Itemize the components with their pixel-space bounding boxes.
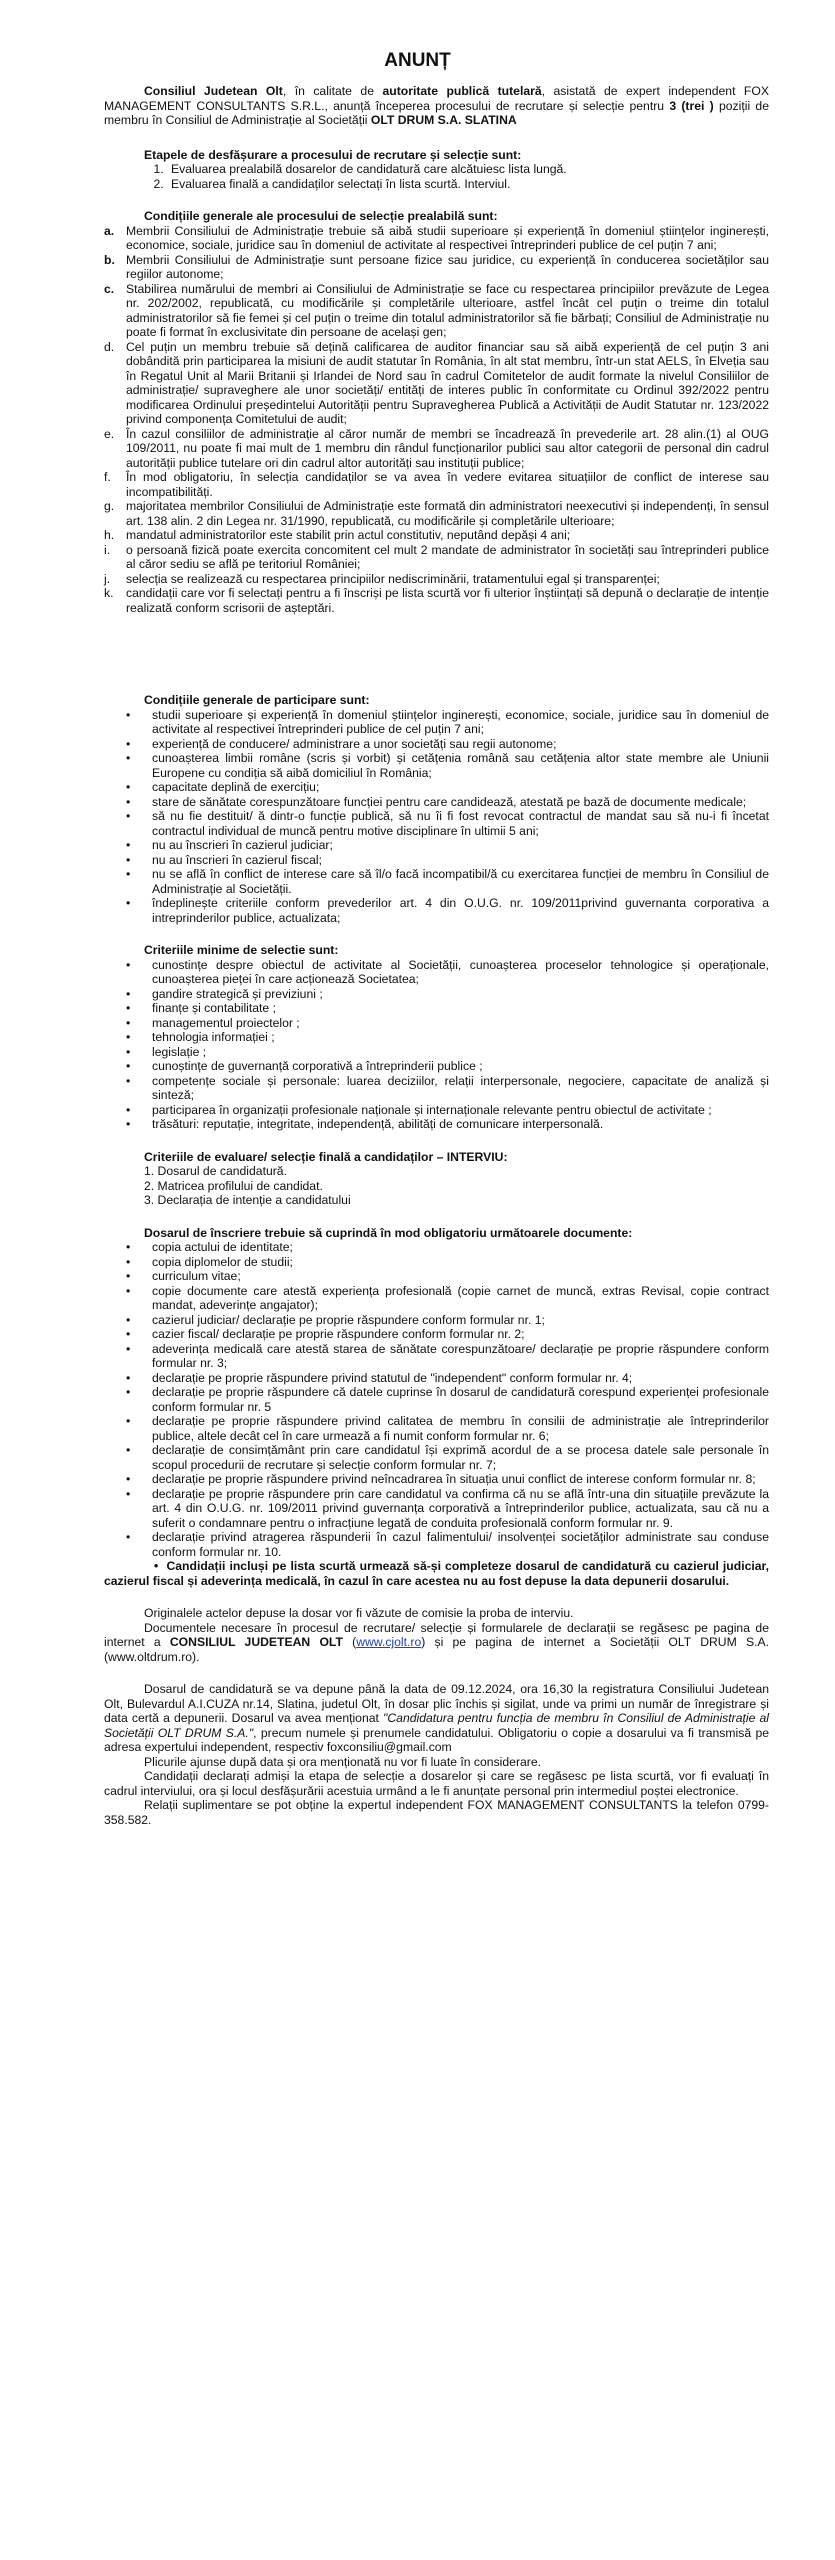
- conditie-text: o persoană fizică poate exercita concomitent cel mult 2 mandate de administrator în societăți sau întreprinderi publice al căror sediu se află pe teritoriul României;: [126, 542, 769, 571]
- announcement-document: [0, 50, 835, 1827]
- dosar-item: • declarație pe proprie răspundere privind calitatea de membru în consilii de administrație ale întreprinderilor publice, altele decât cel în care urmează a fi numit conform formular nr. 6;: [126, 1414, 769, 1443]
- conditie-text: mandatul administratorilor este stabilit prin actul constitutiv, neputând depăși 4 ani;: [126, 528, 571, 542]
- dosar-item: • copie documente care atestă experiența profesională (copie carnet de muncă, extras Revisal, copie contract mandat, adeverințe angajator);: [126, 1284, 769, 1313]
- conditie-participare-item: • studii superioare și experiență în domeniul științelor inginerești, economice, sociale, juridice sau în domeniul de activitate al respectivei întreprinderi publice de cel puțin 7 ani;: [126, 708, 769, 737]
- section-title-etape: Etapele de desfășurare a procesului de recrutare și selecție sunt:: [144, 147, 522, 162]
- final-paragraph-4: Plicurile ajunse după data și ora menționată nu vor fi luate în considerare.: [144, 1754, 542, 1769]
- final-paragraph-6: Relații suplimentare se pot obține la expertul independent FOX MANAGEMENT CONSULTANTS la telefon 0799-358.582.: [104, 1798, 769, 1827]
- criteriu-minim-item: • cunostințe despre obiectul de activitate al Societății, cunoașterea proceselor tehnologice și operaționale, cunoașterea pieței în care acționează Societatea;: [126, 958, 769, 987]
- conditie-participare-item: • experiență de conducere/ administrare a unor societăți sau regii autonome;: [126, 737, 769, 752]
- conditie-participare-item: • nu au înscrieri în cazierul judiciar;: [126, 838, 769, 853]
- conditie-selectie-item: [104, 340, 769, 427]
- conditie-text: În cazul consiliilor de administrație al căror număr de membri se încadrează în prevederile art. 28 alin.(1) al OUG 109/2011, nu poate fi mai mult de 1 membru din rândul funcționarilor publici sau altor categorii de personal din cadrul autorității publice tutelare ori din cadrul altor autorități sau instituții publice;: [126, 426, 769, 470]
- conditie-participare-item: • îndeplinește criteriile conform prevederilor art. 4 din O.U.G. nr. 109/2011privind guvernanta corporativa a intreprinderilor publice, actualizata;: [126, 896, 769, 925]
- dosar-list: [104, 1240, 769, 1559]
- etape-item: 2. Evaluarea finală a candidaților selectați în lista scurtă. Interviul.: [167, 177, 769, 192]
- dosar-item: • copia actului de identitate;: [126, 1240, 769, 1255]
- conditie-marker: k.: [104, 586, 114, 600]
- conditie-marker: g.: [104, 499, 115, 513]
- conditie-selectie-item: [104, 427, 769, 471]
- section-criterii-evaluare: [104, 1150, 769, 1208]
- conditie-selectie-item: [104, 224, 769, 253]
- final-paragraph-1: Originalele actelor depuse la dosar vor fi văzute de comisie la proba de interviu.: [144, 1606, 574, 1620]
- criterii-evaluare-list: [104, 1164, 769, 1208]
- conditie-text: Stabilirea numărului de membri ai Consiliului de Administrație se face cu respectarea principiilor prevăzute de Legea nr. 202/2002, republicată, cu modificările și completările ulterioare, astfel încât cel puțin o treime din totalul administratorilor să fie femei și cel puțin o treime din totalul administratorilor să fie bărbați; Consiliul de Administrație nu poate fi format în exclusivitate din persoane de același gen;: [126, 281, 769, 339]
- conditie-text: Membrii Consiliului de Administrație sunt persoane fizice sau juridice, cu experiență în conducerea societăților sau regiilor autonome;: [126, 252, 769, 281]
- conditie-marker: i.: [104, 542, 111, 557]
- dosar-item: • declarație pe proprie răspundere prin care candidatul va confirma că nu se află într-una din situațiile prevăzute la art. 4 din O.U.G. nr. 109/2011 privind guvernanța corporativă a întreprinderilor publice, actualizata, sau că nu a suferit o condamnare pentru o infracțiune legată de conduita profesională conform formular nr. 9.: [126, 1487, 769, 1531]
- etape-list: [144, 162, 769, 191]
- conditie-marker: j.: [104, 571, 111, 586]
- conditie-text: Membrii Consiliului de Administrație trebuie să aibă studii superioare și experiență în domeniul științelor inginerești, economice, sociale, juridice sau în domeniul de activitate al respectivei întreprinderi publice de cel puțin 7 ani;: [126, 223, 769, 252]
- section-etape: [104, 148, 769, 192]
- criteriu-evaluare-item: 2. Matricea profilului de candidat.: [144, 1178, 323, 1193]
- dosar-item: • declarație privind atragerea răspunderii în cazul falimentului/ insolvenței societăților administrate sau conduse conform formular nr. 10.: [126, 1530, 769, 1559]
- section-title-conditii-selectie: Condițiile generale ale procesului de selecție prealabilă sunt:: [144, 209, 498, 223]
- dosar-item: • curriculum vitae;: [126, 1269, 769, 1284]
- cjolt-link[interactable]: www.cjolt.ro: [356, 1635, 422, 1649]
- conditie-participare-item: • capacitate deplină de exercițiu;: [126, 780, 769, 795]
- section-title-criterii-minime: Criteriile minime de selectie sunt:: [144, 943, 339, 957]
- conditie-marker: a.: [104, 223, 115, 238]
- criteriu-minim-item: • managementul proiectelor ;: [126, 1016, 769, 1031]
- conditie-participare-item: • să nu fie destituit/ ă dintr-o funcție publică, să nu îi fi fost revocat contractul de mandat sau să nu-i fi încetat contractul individual de muncă pentru motive disciplinare în ultimii 5 ani;: [126, 809, 769, 838]
- section-title-criterii-evaluare: Criteriile de evaluare/ selecție finală a candidaților – INTERVIU:: [144, 1149, 508, 1164]
- criteriu-minim-item: • participarea în organizații profesionale naționale și internaționale relevante pentru obiectul de activitate ;: [126, 1103, 769, 1118]
- final-paragraph-5: Candidații declarați admiși la etapa de selecție a dosarelor și care se regăsesc pe lista scurtă, vor fi evaluați în cadrul interviului, ora și locul desfășurării acestuia urmând a le fi anunțate personal prin intermediul poștei electronice.: [104, 1769, 769, 1798]
- criteriu-minim-item: • trăsături: reputație, integritate, independență, abilități de comunicare interpersonală.: [126, 1117, 769, 1132]
- dosar-item: • adeverința medicală care atestă starea de sănătate corespunzătoare/ declarație pe proprie răspundere conform formular nr. 3;: [126, 1342, 769, 1371]
- conditie-selectie-item: [104, 543, 769, 572]
- page-title: ANUNȚ: [384, 50, 451, 71]
- conditie-selectie-item: [104, 586, 769, 615]
- dosar-note: • Candidații incluși pe lista scurtă urmează să-și completeze dosarul de candidatură cu cazierul judiciar, cazierul fiscal și adeverința medicală, în cazul în care acestea nu au fost depuse la data depunerii dosarului.: [104, 1559, 769, 1588]
- conditii-participare-list: [104, 708, 769, 926]
- conditie-marker: h.: [104, 528, 115, 542]
- etape-item: 1. Evaluarea prealabilă dosarelor de candidatură care alcătuiesc lista lungă.: [167, 162, 769, 177]
- conditie-text: În mod obligatoriu, în selecția candidaților se va avea în vedere evitarea situațiilor de conflict de interese sau incompatibilități.: [126, 470, 769, 499]
- criterii-minime-list: [104, 958, 769, 1132]
- conditii-selectie-list: [104, 224, 769, 616]
- final-paragraph-2: Documentele necesare în procesul de recrutare/ selecție și formularele de declarații se regăsesc pe pagina de internet a CONSILIUL JUDETEAN OLT (www.cjolt.ro) și pe pagina de internet a Societății OLT DRUM S.A. (www.oltdrum.ro).: [104, 1620, 769, 1664]
- conditie-selectie-item: [104, 572, 769, 587]
- criteriu-minim-item: • gandire strategică și previziuni ;: [126, 987, 769, 1002]
- conditie-selectie-item: [104, 282, 769, 340]
- conditie-selectie-item: [104, 253, 769, 282]
- section-conditii-selectie: [104, 209, 769, 615]
- section-conditii-participare: [104, 693, 769, 925]
- conditie-selectie-item: [104, 499, 769, 528]
- section-criterii-minime: [104, 943, 769, 1132]
- conditie-text: candidații care vor fi selectați pentru a fi înscriși pe lista scurtă vor fi ulterior înștiințați să depună o declarație de intenție realizată conform scrisorii de așteptări.: [126, 586, 769, 615]
- dosar-item: • cazierul judiciar/ declarație pe proprie răspundere conform formular nr. 1;: [126, 1313, 769, 1328]
- criteriu-minim-item: • competențe sociale și personale: luarea deciziilor, relații interpersonale, negociere, capacitate de analiză și sinteză;: [126, 1074, 769, 1103]
- conditie-selectie-item: [104, 470, 769, 499]
- intro-org: Consiliul Judetean Olt: [144, 84, 283, 98]
- conditie-participare-item: • nu se află în conflict de interese care să îl/o facă incompatibil/ă cu exercitarea funcției de membru în Consiliul de Administrație al Societății.: [126, 867, 769, 896]
- intro-paragraph: Consiliul Judetean Olt, în calitate de autoritate publică tutelară, asistată de expert independent FOX MANAGEMENT CONSULTANTS S.R.L., anunță începerea procesului de recrutare și selecție pentru 3 (trei ) poziții de membru în Consiliul de Administrație al Societății OLT DRUM S.A. SLATINA: [104, 84, 769, 127]
- conditie-marker: c.: [104, 281, 115, 296]
- criteriu-evaluare-item: 3. Declarația de intenție a candidatului: [144, 1193, 351, 1207]
- conditie-marker: d.: [104, 339, 115, 354]
- conditie-text: selecția se realizează cu respectarea principiilor nediscriminării, tratamentului egal și transparenței;: [126, 571, 660, 586]
- dosar-item: • declarație pe proprie răspundere privind neîncadrarea în situația unui conflict de interese conform formular nr. 8;: [126, 1472, 769, 1487]
- conditie-selectie-item: [104, 528, 769, 543]
- conditie-text: Cel puțin un membru trebuie să dețină calificarea de auditor financiar sau să aibă experiență de cel puțin 3 ani dobândită prin participarea la misiuni de audit statutar în România, în alt stat membru, într-un stat AELS, în Elveția sau în Regatul Unit al Marii Britanii și Irlandei de Nord sau în cadrul Comitetelor de audit formate la nivelul Consiliilor de administrație/ supraveghere ale unor societăți/ entități de interes public în conformitate cu Ordinul 392/2022 pentru modificarea Ordinului președintelui Autorității pentru Supravegherea Publică a Activității de Audit Statutar nr. 123/2022 privind componența Comitetului de audit;: [126, 339, 769, 426]
- conditie-participare-item: • cunoașterea limbii române (scris și vorbit) și cetățenia română sau cetățenia altor state membre ale Uniunii Europene cu condiția să aibă domiciliul în România;: [126, 751, 769, 780]
- conditie-participare-item: • nu au înscrieri în cazierul fiscal;: [126, 853, 769, 868]
- section-title-conditii-participare: Condițiile generale de participare sunt:: [144, 693, 370, 707]
- dosar-item: • declarație de consimțământ prin care candidatul își exprimă acordul de a se procesa datele sale personale în scopul procedurii de recrutare și selecție conform formular nr. 7;: [126, 1443, 769, 1472]
- dosar-item: • declarație pe proprie răspundere privind statutul de "independent" conform formular nr. 4;: [126, 1371, 769, 1386]
- dosar-item: • declarație pe proprie răspundere că datele cuprinse în dosarul de candidatură corespund experienței profesionale conform formular nr. 5: [126, 1385, 769, 1414]
- criteriu-minim-item: • finanțe și contabilitate ;: [126, 1001, 769, 1016]
- criteriu-minim-item: • cunoștințe de guvernanță corporativă a întreprinderii publice ;: [126, 1059, 769, 1074]
- dosar-item: • copia diplomelor de studii;: [126, 1255, 769, 1270]
- section-title-dosar: Dosarul de înscriere trebuie să cuprindă în mod obligatoriu următoarele documente:: [144, 1225, 633, 1240]
- criteriu-minim-item: • legislație ;: [126, 1045, 769, 1060]
- conditie-participare-item: • stare de sănătate corespunzătoare funcției pentru care candidează, atestată pe bază de documente medicale;: [126, 795, 769, 810]
- conditie-marker: e.: [104, 426, 115, 441]
- conditie-marker: f.: [104, 470, 111, 484]
- criteriu-minim-item: • tehnologia informației ;: [126, 1030, 769, 1045]
- criteriu-evaluare-item: 1. Dosarul de candidatură.: [144, 1164, 287, 1178]
- conditie-marker: b.: [104, 252, 115, 267]
- conditie-text: majoritatea membrilor Consiliului de Administrație este formată din administratori neexecutivi și independenți, în sensul art. 138 alin. 2 din Legea nr. 31/1990, republicată, cu modificările și completările ulterioare;: [126, 499, 769, 528]
- dosar-item: • cazier fiscal/ declarație pe proprie răspundere conform formular nr. 2;: [126, 1327, 769, 1342]
- final-paragraph-3: Dosarul de candidatură se va depune până la data de 09.12.2024, ora 16,30 la registratura Consiliului Judetean Olt, Bulevardul A.I.CUZA nr.14, Slatina, judetul Olt, în dosar plic închis și sigilat, unde va primi un număr de înregistrare și data certă a depunerii. Dosarul va avea menționat "Candidatura pentru funcția de membru în Consiliul de Administrație al Societății OLT DRUM S.A.", precum numele și prenumele candidatului. Obligatoriu o copie a dosarului va fi transmisă pe adresa expertului independent, respectiv foxconsiliu@gmail.com: [104, 1682, 769, 1754]
